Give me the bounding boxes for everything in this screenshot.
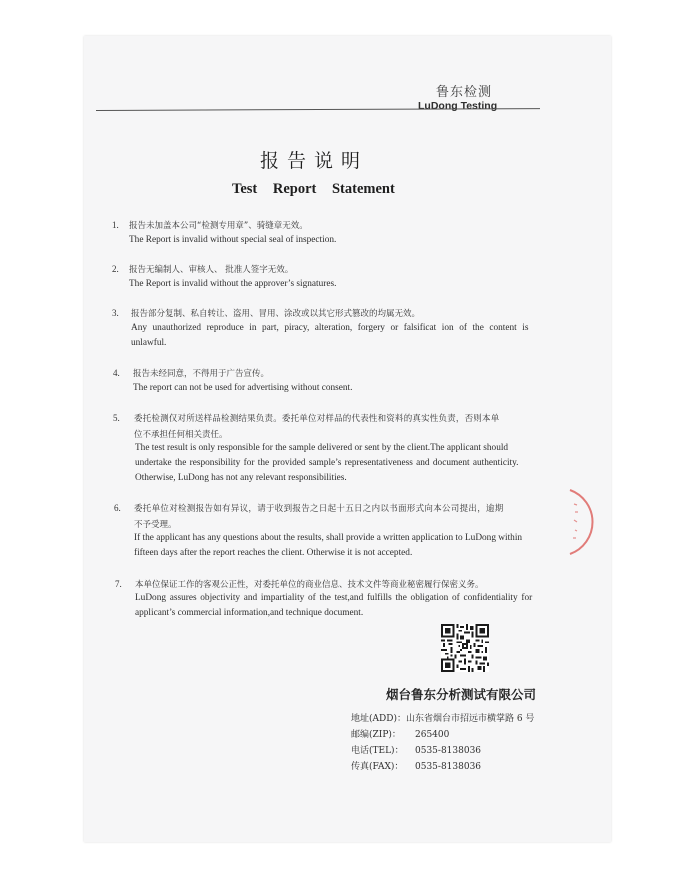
item-text-cn: 位不承担任何相关责任。	[134, 430, 228, 440]
item-text-en: undertake the responsibility for the provided sample’s representativeness and document authenticity.	[135, 458, 519, 468]
item-text-cn: 不予受理。	[134, 520, 177, 530]
statement-item-4	[113, 367, 553, 401]
item-text-en: The Report is invalid without special seal of inspection.	[129, 235, 337, 245]
item-text-cn: 委托单位对检测报告如有异议，请于收到报告之日起十五日之内以书面形式向本公司提出，逾期	[134, 504, 504, 514]
red-seal-stamp-icon	[566, 488, 606, 556]
item-text-cn: 报告部分复制、私自转让、盗用、冒用、涂改或以其它形式篡改的均属无效。	[131, 309, 421, 319]
item-text-en: LuDong assures objectivity and impartiality of the test,and fulfills the obligation of confidentiality for	[135, 593, 533, 603]
item-text-en: fifteen days after the report reaches the client. Otherwise it is not accepted.	[134, 548, 413, 558]
address-line	[351, 711, 534, 724]
statement-item-5	[113, 410, 553, 486]
statement-item-6	[114, 500, 554, 562]
address-label: 地址(ADD)：	[351, 714, 406, 724]
item-text-en: unlawful.	[131, 338, 167, 348]
statement-item-1	[112, 219, 552, 253]
zip-label: 邮编(ZIP)：	[351, 730, 401, 740]
tel-line	[351, 743, 481, 756]
header-company-en: LuDong Testing	[418, 100, 498, 112]
item-number: 3.	[112, 308, 119, 318]
item-text-cn: 报告未加盖本公司“检测专用章”、骑缝章无效。	[129, 221, 308, 231]
zip-value: 265400	[415, 730, 450, 740]
statement-item-7	[115, 577, 555, 625]
item-text-en: Any unauthorized reproduce in part, piracy, alteration, forgery or falsificat ion of the content is	[131, 323, 529, 333]
fax-line	[351, 759, 481, 772]
item-number: 5.	[113, 413, 120, 423]
item-number: 4.	[113, 368, 120, 378]
tel-value: 0535-8138036	[415, 746, 482, 756]
header-company-cn: 鲁东检测	[436, 85, 493, 100]
item-text-cn: 报告未经同意，不得用于广告宣传。	[133, 369, 270, 379]
item-text-en: applicant’s commercial information,and technique document.	[135, 608, 364, 618]
statement-item-2	[112, 263, 552, 297]
company-name: 烟台鲁东分析测试有限公司	[386, 687, 537, 702]
item-text-cn: 本单位保证工作的客观公正性，对委托单位的商业信息、技术文件等商业秘密履行保密义务。	[135, 580, 484, 590]
title-en: Test Report Statement	[232, 181, 395, 197]
fax-label: 传真(FAX)：	[351, 762, 404, 772]
fax-value: 0535-8138036	[415, 762, 482, 772]
item-number: 7.	[115, 579, 122, 589]
item-text-cn: 报告无编制人、审核人、 批准人签字无效。	[129, 265, 294, 275]
item-text-en: Otherwise, LuDong has not any relevant responsibilities.	[135, 473, 347, 483]
address-value: 山东省烟台市招远市横掌路 6 号	[405, 714, 535, 724]
title-cn: 报告说明	[260, 150, 369, 172]
statement-item-3	[112, 307, 552, 353]
item-text-en: The test result is only responsible for the sample delivered or sent by the client.The applicant should	[135, 443, 509, 453]
zip-line	[351, 727, 449, 740]
item-number: 1.	[112, 220, 119, 230]
tel-label: 电话(TEL)：	[351, 746, 404, 756]
item-text-cn: 委托检测仅对所送样品检测结果负责。委托单位对样品的代表性和资料的真实性负责，否则本单	[134, 414, 500, 424]
item-text-en: The Report is invalid without the approver’s signatures.	[129, 279, 337, 289]
qr-code-icon	[441, 624, 489, 672]
item-number: 2.	[112, 264, 119, 274]
item-number: 6.	[114, 503, 121, 513]
item-text-en: The report can not be used for advertising without consent.	[133, 383, 353, 393]
item-text-en: If the applicant has any questions about the results, shall provide a written application to LuDong within	[134, 533, 523, 543]
